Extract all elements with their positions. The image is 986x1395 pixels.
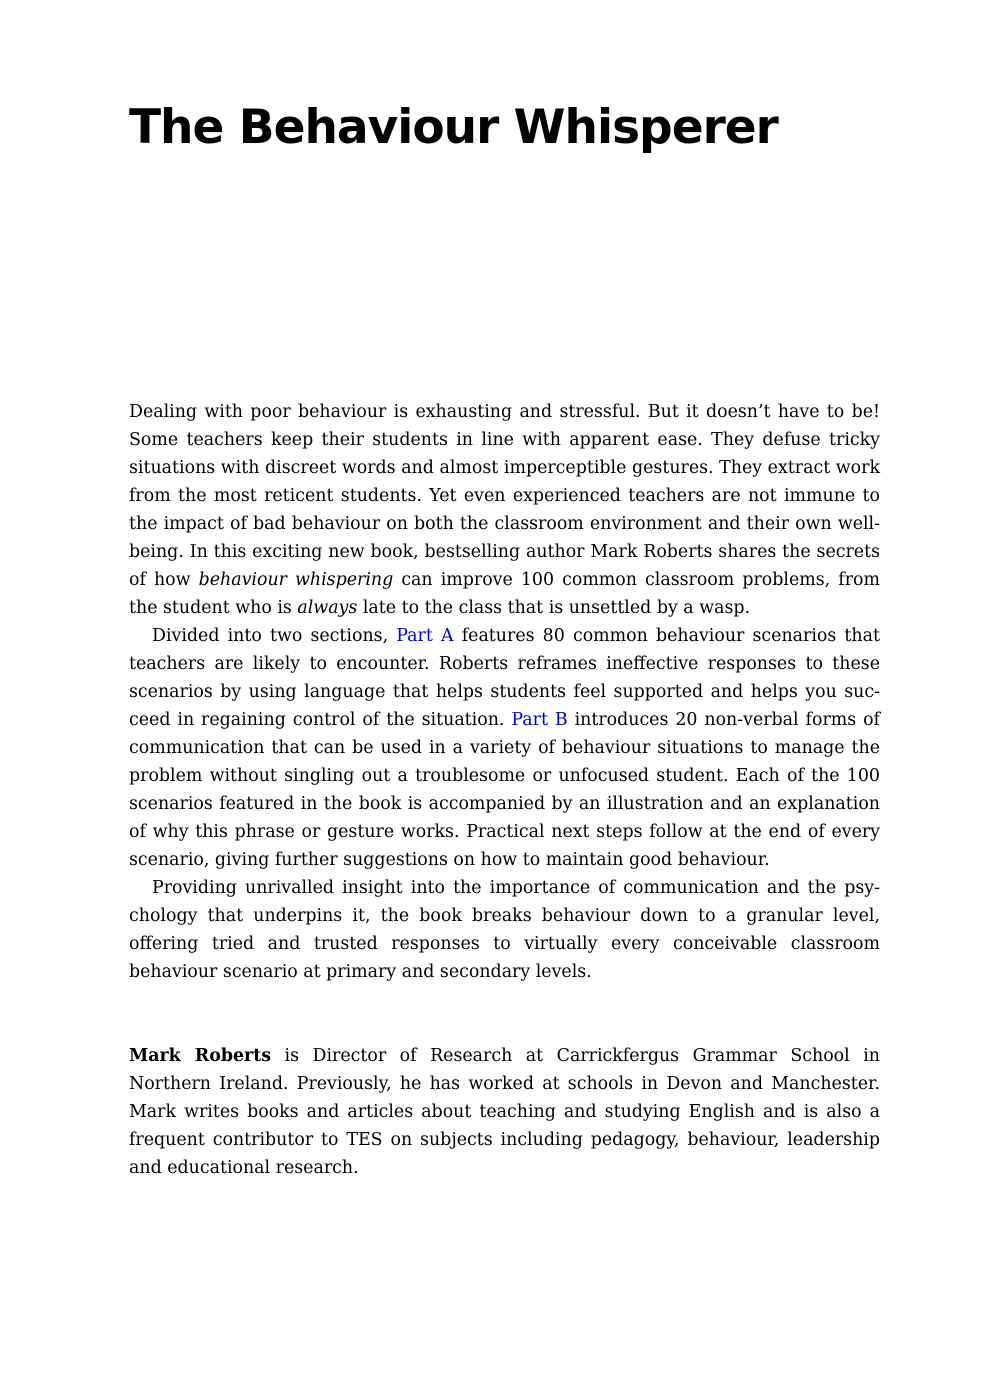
emphasis-text: always — [297, 598, 358, 618]
description-paragraph-2 — [129, 622, 880, 874]
description-text: Dealing with poor behaviour is exhausting and stressful. But it doesn’t have to be! Some teachers keep their students in line with apparent ease. They defuse tricky situations with discreet words and almost imperceptible gestures. They extract work from the most reticent students. Yet even experienced teachers are not immune to the impact of bad behaviour on both the classroom environment and their own well-being. In this exciting new book, bestselling author Mark Roberts shares the secrets of how — [129, 402, 880, 590]
book-title: The Behaviour Whisperer — [129, 100, 778, 155]
author-bio — [129, 1042, 880, 1182]
description-text: Divided into two sections, — [152, 626, 397, 646]
description-paragraph-1 — [129, 398, 880, 622]
description-text: introduces 20 non-verbal forms of communication that can be used in a variety of behaviour situations to manage the problem without singling out a troublesome or unfocused student. Each of the 100 scenarios featured in the book is accompanied by an illustration and an explanation of why this phrase or gesture works. Practical next steps follow at the end of every scenario, giving further suggestions on how to maintain good behaviour. — [129, 710, 880, 870]
description-text: features 80 common behaviour scenarios that teachers are likely to encounter. Roberts reframes ineffective responses to these scenarios by using language that helps students feel supported and helps you succeed in regaining control of the situation. — [129, 626, 880, 730]
description-paragraph-3: Providing unrivalled insight into the importance of communication and the psychology that underpins it, the book breaks behaviour down to a granular level, offering tried and trusted responses to virtually every conceivable classroom behaviour scenario at primary and secondary levels. — [129, 878, 880, 982]
author-bio-paragraph — [129, 1042, 880, 1182]
author-bio-text: is Director of Research at Carrickfergus Grammar School in Northern Ireland. Previously, he has worked at schools in Devon and Manchester. Mark writes books and articles about teaching and studying English and is also a frequent contributor to TES on subjects including pedagogy, behaviour, leadership and educational research. — [129, 1046, 880, 1178]
author-name: Mark Roberts — [129, 1046, 272, 1066]
part-a-link[interactable]: Part A — [396, 626, 454, 646]
emphasis-text: behaviour whispering — [198, 570, 394, 590]
part-b-link[interactable]: Part B — [511, 710, 568, 730]
book-description — [129, 398, 880, 986]
description-text: late to the class that is unsettled by a wasp. — [357, 598, 751, 618]
description-text: can improve 100 common classroom problems, from the student who is — [129, 570, 880, 618]
